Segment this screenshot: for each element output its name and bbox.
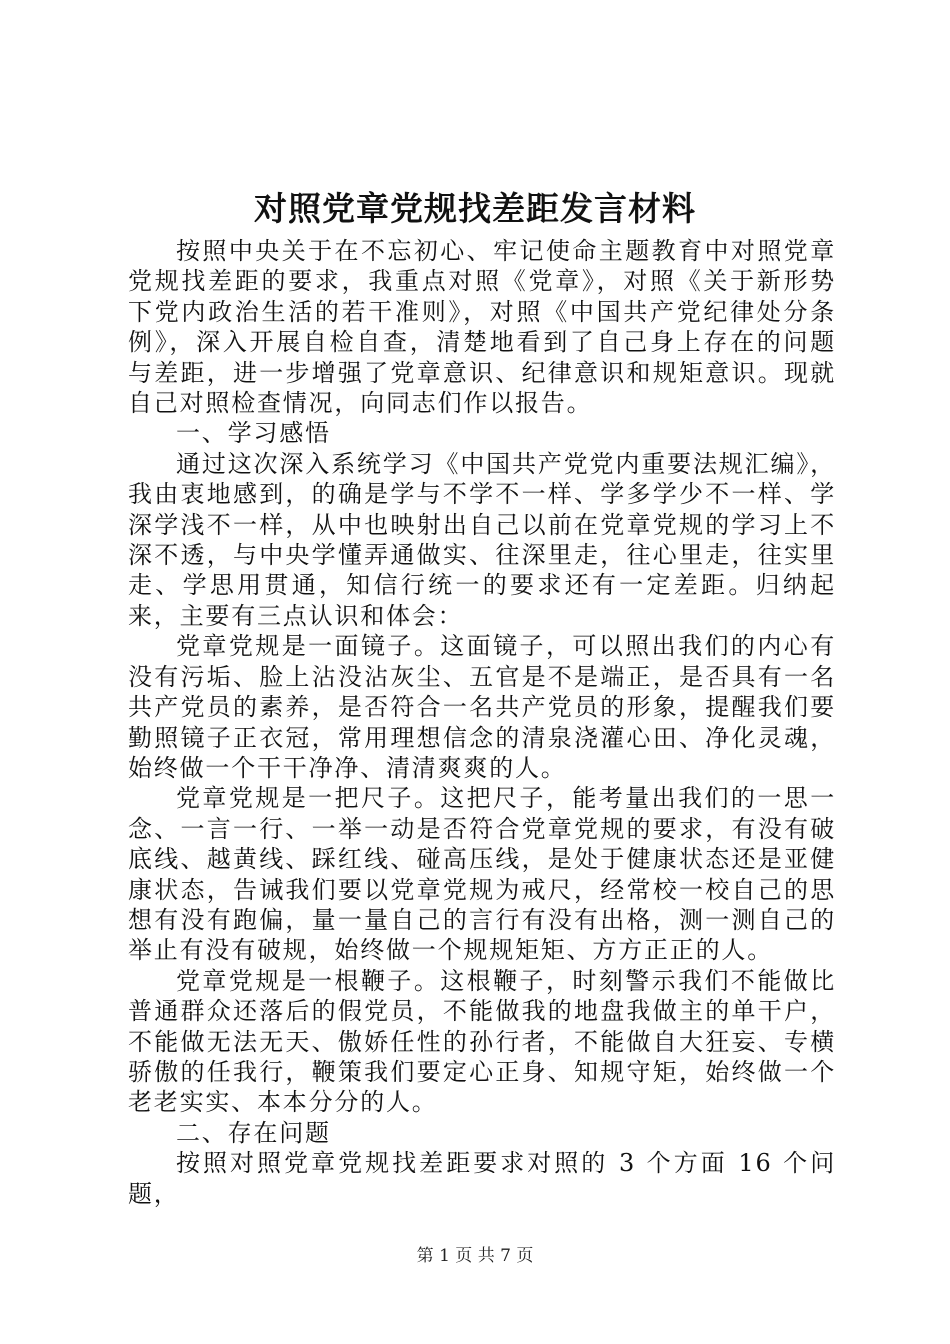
whip-paragraph: 党章党规是一根鞭子。这根鞭子，时刻警示我们不能做比普通群众还落后的假党员，不能做我的地盘我做主的单干户，不能做无法无天、傲娇任性的孙行者，不能做自大狂妄、专横骄傲的任我行，鞭策我们要定心正身、知规守矩，始终做一个老老实实、本本分分的人。	[128, 966, 836, 1117]
page-number-footer: 第 1 页 共 7 页	[416, 1246, 534, 1266]
section-heading-study: 一、学习感悟	[176, 419, 331, 448]
section-heading-problems: 二、存在问题	[176, 1118, 331, 1147]
document-body	[128, 236, 836, 1209]
ruler-paragraph: 党章党规是一把尺子。这把尺子，能考量出我们的一思一念、一言一行、一举一动是否符合党章党规的要求，有没有破底线、越黄线、踩红线、碰高压线，是处于健康状态还是亚健康状态，告诫我们要以党章党规为戒尺，经常校一校自己的思想有没有跑偏，量一量自己的言行有没有出格，测一测自己的举止有没有破规，始终做一个规规矩矩、方方正正的人。	[128, 784, 836, 965]
mirror-paragraph: 党章党规是一面镜子。这面镜子，可以照出我们的内心有没有污垢、脸上沾没沾灰尘、五官是不是端正，是否具有一名共产党员的素养，是否符合一名共产党员的形象，提醒我们要勤照镜子正衣冠，常用理想信念的清泉浇灌心田、净化灵魂，始终做一个干干净净、清清爽爽的人。	[128, 632, 836, 782]
document-title: 对照党章党规找差距发言材料	[254, 189, 696, 228]
study-paragraph: 通过这次深入系统学习《中国共产党党内重要法规汇编》，我由衷地感到，的确是学与不学不一样、学多学少不一样、学深学浅不一样，从中也映射出自己以前在党章党规的学习上不深不透，与中央学懂弄通做实、往深里走，往心里走，往实里走、学思用贯通，知信行统一的要求还有一定差距。归纳起来，主要有三点认识和体会：	[128, 449, 836, 630]
intro-paragraph: 按照中央关于在不忘初心、牢记使命主题教育中对照党章党规找差距的要求，我重点对照《党章》，对照《关于新形势下党内政治生活的若干准则》，对照《中国共产党纪律处分条例》，深入开展自检自查，清楚地看到了自己身上存在的问题与差距，进一步增强了党章意识、纪律意识和规矩意识。现就自己对照检查情况，向同志们作以报告。	[128, 237, 836, 418]
problems-paragraph: 按照对照党章党规找差距要求对照的 3 个方面 16 个问题，	[128, 1149, 836, 1208]
